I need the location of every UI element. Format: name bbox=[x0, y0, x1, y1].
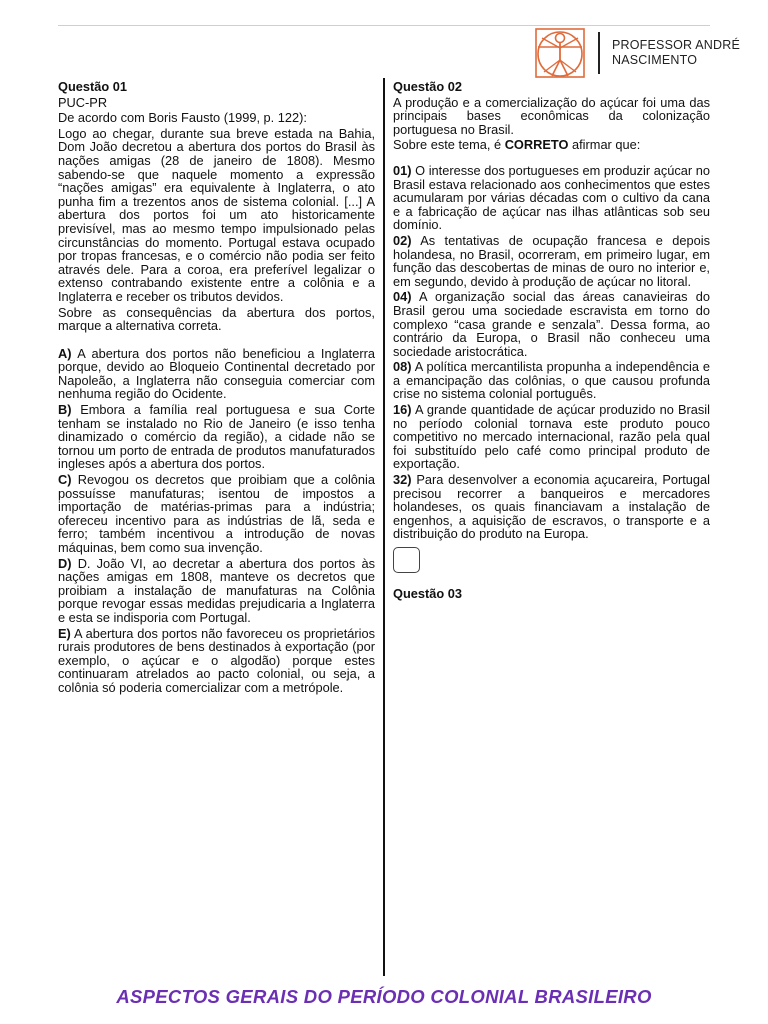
option-d bbox=[58, 557, 375, 625]
option-text: D. João VI, ao decretar a abertura dos portos às nações amigas em 1808, manteve os decretos que proibiam a instalação de manufaturas na Colônia porque revogar essas medidas prejudicaria a Inglaterra e esta se indisporia com Portugal. bbox=[58, 555, 375, 625]
question-1-quote: Logo ao chegar, durante sua breve estada na Bahia, Dom João decretou a abertura dos portos do Brasil às nações amigas (28 de janeiro de 1808). Mesmo sabendo-se que naquele momento a expressão “nações amigas” era equivalente à Inglaterra, o ato punha fim a trezentos anos de sistema colonial. [...] A abertura dos portos foi um ato historicamente previsível, mas ao mesmo tempo impulsionado pelas circunstâncias do momento. Portugal estava ocupado por tropas francesas, e o comércio não podia ser feito através dele. Para a coroa, era preferível legalizar o extenso contrabando existente entre a colônia e a Inglaterra e receber os tributos devidos. bbox=[58, 125, 375, 304]
item-label: 32) bbox=[393, 472, 412, 488]
question-3-title: Questão 03 bbox=[393, 586, 462, 601]
item-text: O interesse dos portugueses em produzir açúcar no Brasil estava relacionado aos conhecimentos que estes acumularam por várias décadas com o cultivo da cana e a fabricação de açúcar nas ilhas atlânticas sob seu domínio. bbox=[393, 162, 710, 233]
option-b bbox=[58, 403, 375, 471]
option-label: C) bbox=[58, 472, 72, 488]
option-label: B) bbox=[58, 402, 72, 418]
header-rule bbox=[58, 25, 710, 26]
item-text: A política mercantilista propunha a independência e a emancipação das colônias, o que causou profunda crise no sistema colonial português. bbox=[393, 359, 710, 402]
question-1-prompt: Sobre as consequências da abertura dos portos, marque a alternativa correta. bbox=[58, 304, 375, 334]
question-1-title: Questão 01 bbox=[58, 79, 127, 94]
item-02 bbox=[393, 234, 710, 288]
answer-box[interactable] bbox=[393, 547, 420, 573]
brand-divider bbox=[598, 32, 600, 74]
question-2-intro: A produção e a comercialização do açúcar foi uma das principais bases econômicas da colonização portuguesa no Brasil. bbox=[393, 94, 710, 137]
question-1-source: PUC-PR bbox=[58, 94, 108, 110]
vitruvian-man-icon bbox=[530, 27, 590, 79]
item-text: A organização social das áreas canavieiras do Brasil gerou uma sociedade escravista em torno do complexo “casa grande e senzala”. Dessa forma, ao contrário da Europa, o Brasil não conheceu uma sociedade aristocrática. bbox=[393, 289, 710, 359]
item-text: Para desenvolver a economia açucareira, Portugal precisou recorrer a banqueiros e mercadores holandeses, os quais financiavam a instalação de engenhos, a aquisição de escravos, o transporte e a distribuição do produto na Europa. bbox=[393, 472, 710, 542]
item-label: 01) bbox=[393, 162, 412, 178]
item-01 bbox=[393, 164, 710, 232]
brand-line-1: PROFESSOR ANDRÉ bbox=[612, 38, 741, 52]
column-divider bbox=[383, 78, 385, 976]
question-2-title: Questão 02 bbox=[393, 79, 462, 94]
question-1-intro: De acordo com Boris Fausto (1999, p. 122): bbox=[58, 110, 307, 126]
brand-line-2: NASCIMENTO bbox=[612, 53, 698, 67]
right-column bbox=[393, 80, 710, 603]
option-c bbox=[58, 473, 375, 555]
footer-title: ASPECTOS GERAIS DO PERÍODO COLONIAL BRASILEIRO bbox=[116, 986, 652, 1007]
item-text: As tentativas de ocupação francesa e depois holandesa, no Brasil, ocorreram, em primeiro lugar, em função das descobertas de minas de ouro no interior e, em segundo, devido à produção de açúcar no litoral. bbox=[393, 232, 710, 289]
item-32 bbox=[393, 473, 710, 541]
option-text: Embora a família real portuguesa e sua Corte tenham se instalado no Rio de Janeiro (e isso tenha dinamizado o comércio da região), a cidade não se tornou um porto de entrada de produtos manufaturados ingleses após a abertura dos portos. bbox=[58, 402, 375, 472]
prompt-text-end: afirmar que: bbox=[568, 137, 641, 153]
brand-name bbox=[612, 38, 740, 68]
prompt-text: Sobre este tema, é bbox=[393, 137, 505, 153]
option-e bbox=[58, 627, 375, 695]
item-text: A grande quantidade de açúcar produzido no Brasil no período colonial tornava este produto pouco competitivo no mercado internacional, razão pela qual foi substituído pelo café como principal produto de exportação. bbox=[393, 402, 710, 472]
prompt-emphasis: CORRETO bbox=[504, 137, 569, 153]
option-text: A abertura dos portos não favoreceu os proprietários rurais produtores de bens destinados à exportação (por exemplo, o açúcar e o algodão) porque estes continuaram atrelados ao pacto colonial, ou seja, a colônia só poderia comercializar com a metrópole. bbox=[58, 625, 375, 695]
option-text: A abertura dos portos não beneficiou a Inglaterra porque, devido ao Bloqueio Continental decretado por Napoleão, a Inglaterra não conseguia comerciar com nenhuma região do Ocidente. bbox=[58, 345, 375, 402]
item-label: 08) bbox=[393, 359, 412, 375]
option-label: E) bbox=[58, 625, 71, 641]
left-column bbox=[58, 80, 375, 697]
option-text: Revogou os decretos que proibiam que a colônia possuísse manufaturas; isentou de impostos a importação de matérias-primas para a indústria; ofereceu incentivo para as indústrias de lã, seda e ferro; também incentivou a introdução de novas máquinas, bem como sua invenção. bbox=[58, 472, 375, 555]
option-label: A) bbox=[58, 345, 72, 361]
option-a bbox=[58, 347, 375, 401]
item-label: 04) bbox=[393, 289, 412, 305]
item-08 bbox=[393, 360, 710, 401]
item-label: 16) bbox=[393, 402, 412, 418]
item-label: 02) bbox=[393, 232, 412, 248]
question-2-prompt bbox=[393, 138, 710, 152]
option-label: D) bbox=[58, 555, 72, 571]
item-16 bbox=[393, 403, 710, 471]
item-04 bbox=[393, 290, 710, 358]
